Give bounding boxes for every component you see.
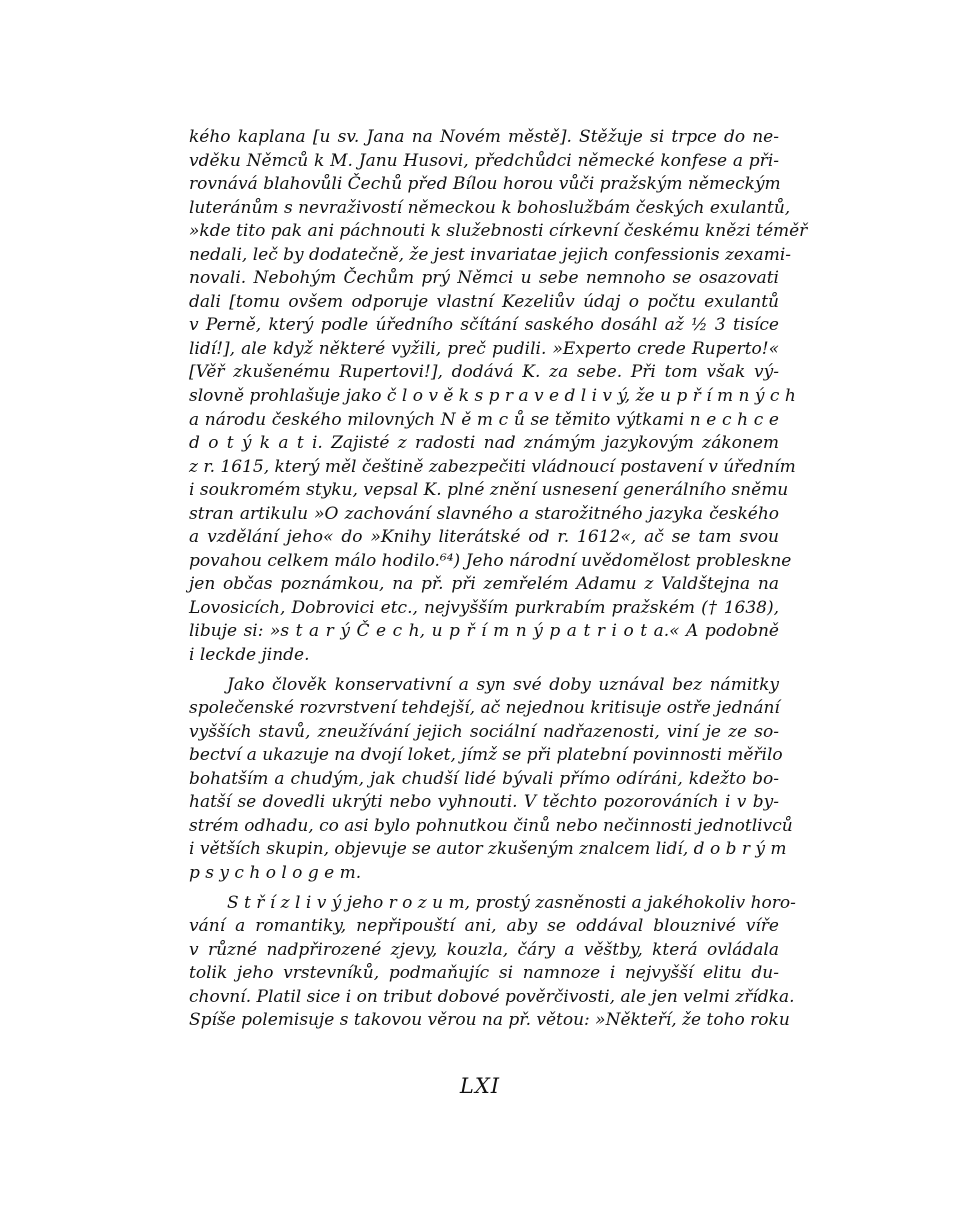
text-line: d o t ý k a t i. Zajisté z radosti nad známým jazykovým zákonem	[189, 433, 779, 454]
text-line: povahou celkem málo hodilo.⁶⁴) Jeho národní uvědomělost probleskne	[189, 550, 792, 571]
text-line: kého kaplana [u sv. Jana na Novém městě]. Stěžuje si trpce do ne-	[189, 127, 779, 147]
text-line: bohatším a chudým, jak chudší lidé bývali přímo odíráni, kdežto bo-	[189, 768, 779, 789]
text-line: Lovosicích, Dobrovici etc., nejvyšším purkrabím pražském († 1638),	[189, 597, 779, 618]
text-line: nedali, leč by dodatečně, že jest invariatae jejich confessionis zexami-	[189, 244, 791, 265]
text-line: i leckde jinde.	[189, 645, 310, 666]
paragraph	[189, 674, 793, 886]
page-body	[189, 126, 808, 1033]
text-line: luteránům s nevraživostí německou k bohoslužbám českých exulantů,	[189, 197, 791, 218]
text-line: S t ř í z l i v ý jeho r o z u m, prostý zasněnosti a jakéhokoliv horo-	[227, 892, 796, 913]
text-line: bectví a ukazuje na dvojí loket, jímž se při platební povinnosti měřilo	[189, 745, 783, 766]
text-line: slovně prohlašuje jako č l o v ě k s p r a v e d l i v ý, že u p ř í m n ý c h	[189, 386, 796, 407]
text-line: a národu českého milovných N ě m c ů se těmito výtkami n e c h c e	[189, 409, 779, 430]
text-line: rovnává blahovůli Čechů před Bílou horou vůči pražským německým	[189, 174, 781, 195]
text-line: stran artikulu »O zachování slavného a starožitného jazyka českého	[189, 503, 779, 524]
text-line: »kde tito pak ani páchnouti k služebnosti církevní českému knězi téměř	[189, 221, 808, 242]
text-line: a vzdělání jeho« do »Knihy literátské od r. 1612«, ač se tam svou	[189, 527, 779, 548]
text-line: dali [tomu ovšem odporuje vlastní Kezeliův údaj o počtu exulantů	[189, 291, 779, 312]
text-line: libuje si: »s t a r ý Č e c h, u p ř í m n ý p a t r i o t a.« A podobně	[189, 621, 779, 642]
page-number: LXI	[459, 1074, 501, 1098]
text-line: [Věř zkušenému Rupertovi!], dodává K. za sebe. Při tom však vý-	[189, 362, 779, 383]
text-line: vděku Němců k M. Janu Husovi, předchůdci německé konfese a při-	[189, 150, 779, 171]
text-line: p s y c h o l o g e m.	[189, 862, 362, 883]
paragraph	[189, 126, 808, 668]
text-line: jen občas poznámkou, na př. při zemřelém Adamu z Valdštejna na	[189, 574, 779, 595]
text-line: tolik jeho vrstevníků, podmaňujíc si namnoze i nejvyšší elitu du-	[189, 963, 779, 984]
text-line: novali. Nebohým Čechům prý Němci u sebe nemnoho se osazovati	[189, 268, 779, 289]
text-line: Jako člověk konservativní a syn své doby uznával bez námitky	[227, 674, 779, 695]
text-line: vyšších stavů, zneužívání jejich sociální nadřazenosti, viní je ze so-	[189, 721, 779, 742]
text-line: společenské rozvrstvení tehdejší, ač nejednou kritisuje ostře jednání	[189, 698, 780, 719]
text-line: lidí!], ale když některé vyžili, preč pudili. »Experto crede Ruperto!«	[189, 338, 779, 359]
text-line: z r. 1615, který měl češtině zabezpečiti vládnoucí postavení v úředním	[189, 456, 796, 477]
text-line: strém odhadu, co asi bylo pohnutkou činů nebo nečinnosti jednotlivců	[189, 815, 793, 836]
text-line: i větších skupin, objevuje se autor zkušeným znalcem lidí, d o b r ý m	[189, 839, 787, 860]
paragraph	[189, 892, 796, 1033]
text-line: i soukromém styku, vepsal K. plné znění usnesení generálního sněmu	[189, 480, 789, 501]
text-line: v různé nadpřirozené zjevy, kouzla, čáry a věštby, která ovládala	[189, 939, 779, 960]
text-line: chovní. Platil sice i on tribut dobové pověrčivosti, ale jen velmi zřídka.	[189, 986, 795, 1007]
text-line: hatší se dovedli ukrýti nebo vyhnouti. V těchto pozorováních i v by-	[189, 792, 779, 813]
text-line: Spíše polemisuje s takovou věrou na př. větou: »Někteří, že toho roku	[189, 1010, 790, 1031]
text-line: vání a romantiky, nepřipouští ani, aby se oddával blouznivé víře	[189, 916, 779, 937]
text-line: v Perně, který podle úředního sčítání saského dosáhl až ½ 3 tisíce	[189, 315, 779, 336]
